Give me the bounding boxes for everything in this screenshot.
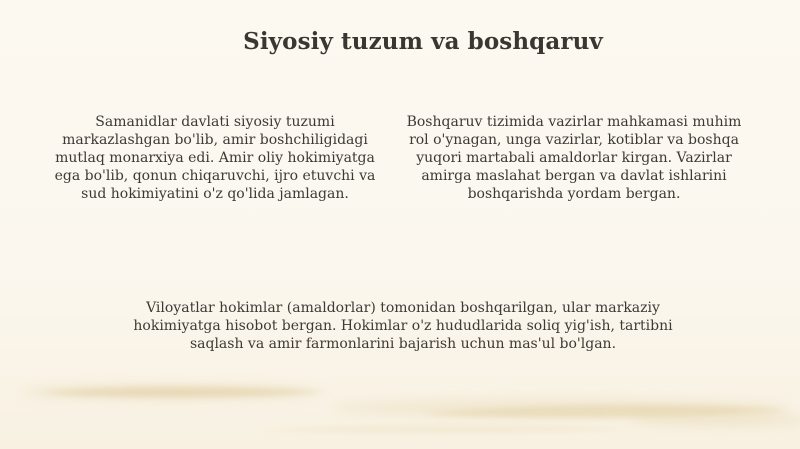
paragraph-government-structure: Boshqaruv tizimida vazirlar mahkamasi muhim rol o'ynagan, unga vazirlar, kotiblar va boshqa yuqori martabali amaldorlar kirgan. Vazirlar amirga maslahat bergan va davlat ishlarini boshqarishda yordam bergan. <box>406 114 742 202</box>
slide-title: Siyosiy tuzum va boshqaruv <box>243 28 603 55</box>
paragraph-provincial-governance: Viloyatlar hokimlar (amaldorlar) tomonidan boshqarilgan, ular markaziy hokimiyatga hisobot bergan. Hokimlar o'z hududlarida soliq yig'ish, tartibni saqlash va amir farmonlarini bajarish uchun mas'ul bo'lgan. <box>133 300 673 352</box>
paragraph-political-system: Samanidlar davlati siyosiy tuzumi markazlashgan bo'lib, amir boshchiligidagi mutlaq monarxiya edi. Amir oliy hokimiyatga ega bo'lib, qonun chiqaruvchi, ijro etuvchi va sud hokimiyatini o'z qo'lida jamlagan. <box>54 114 376 202</box>
